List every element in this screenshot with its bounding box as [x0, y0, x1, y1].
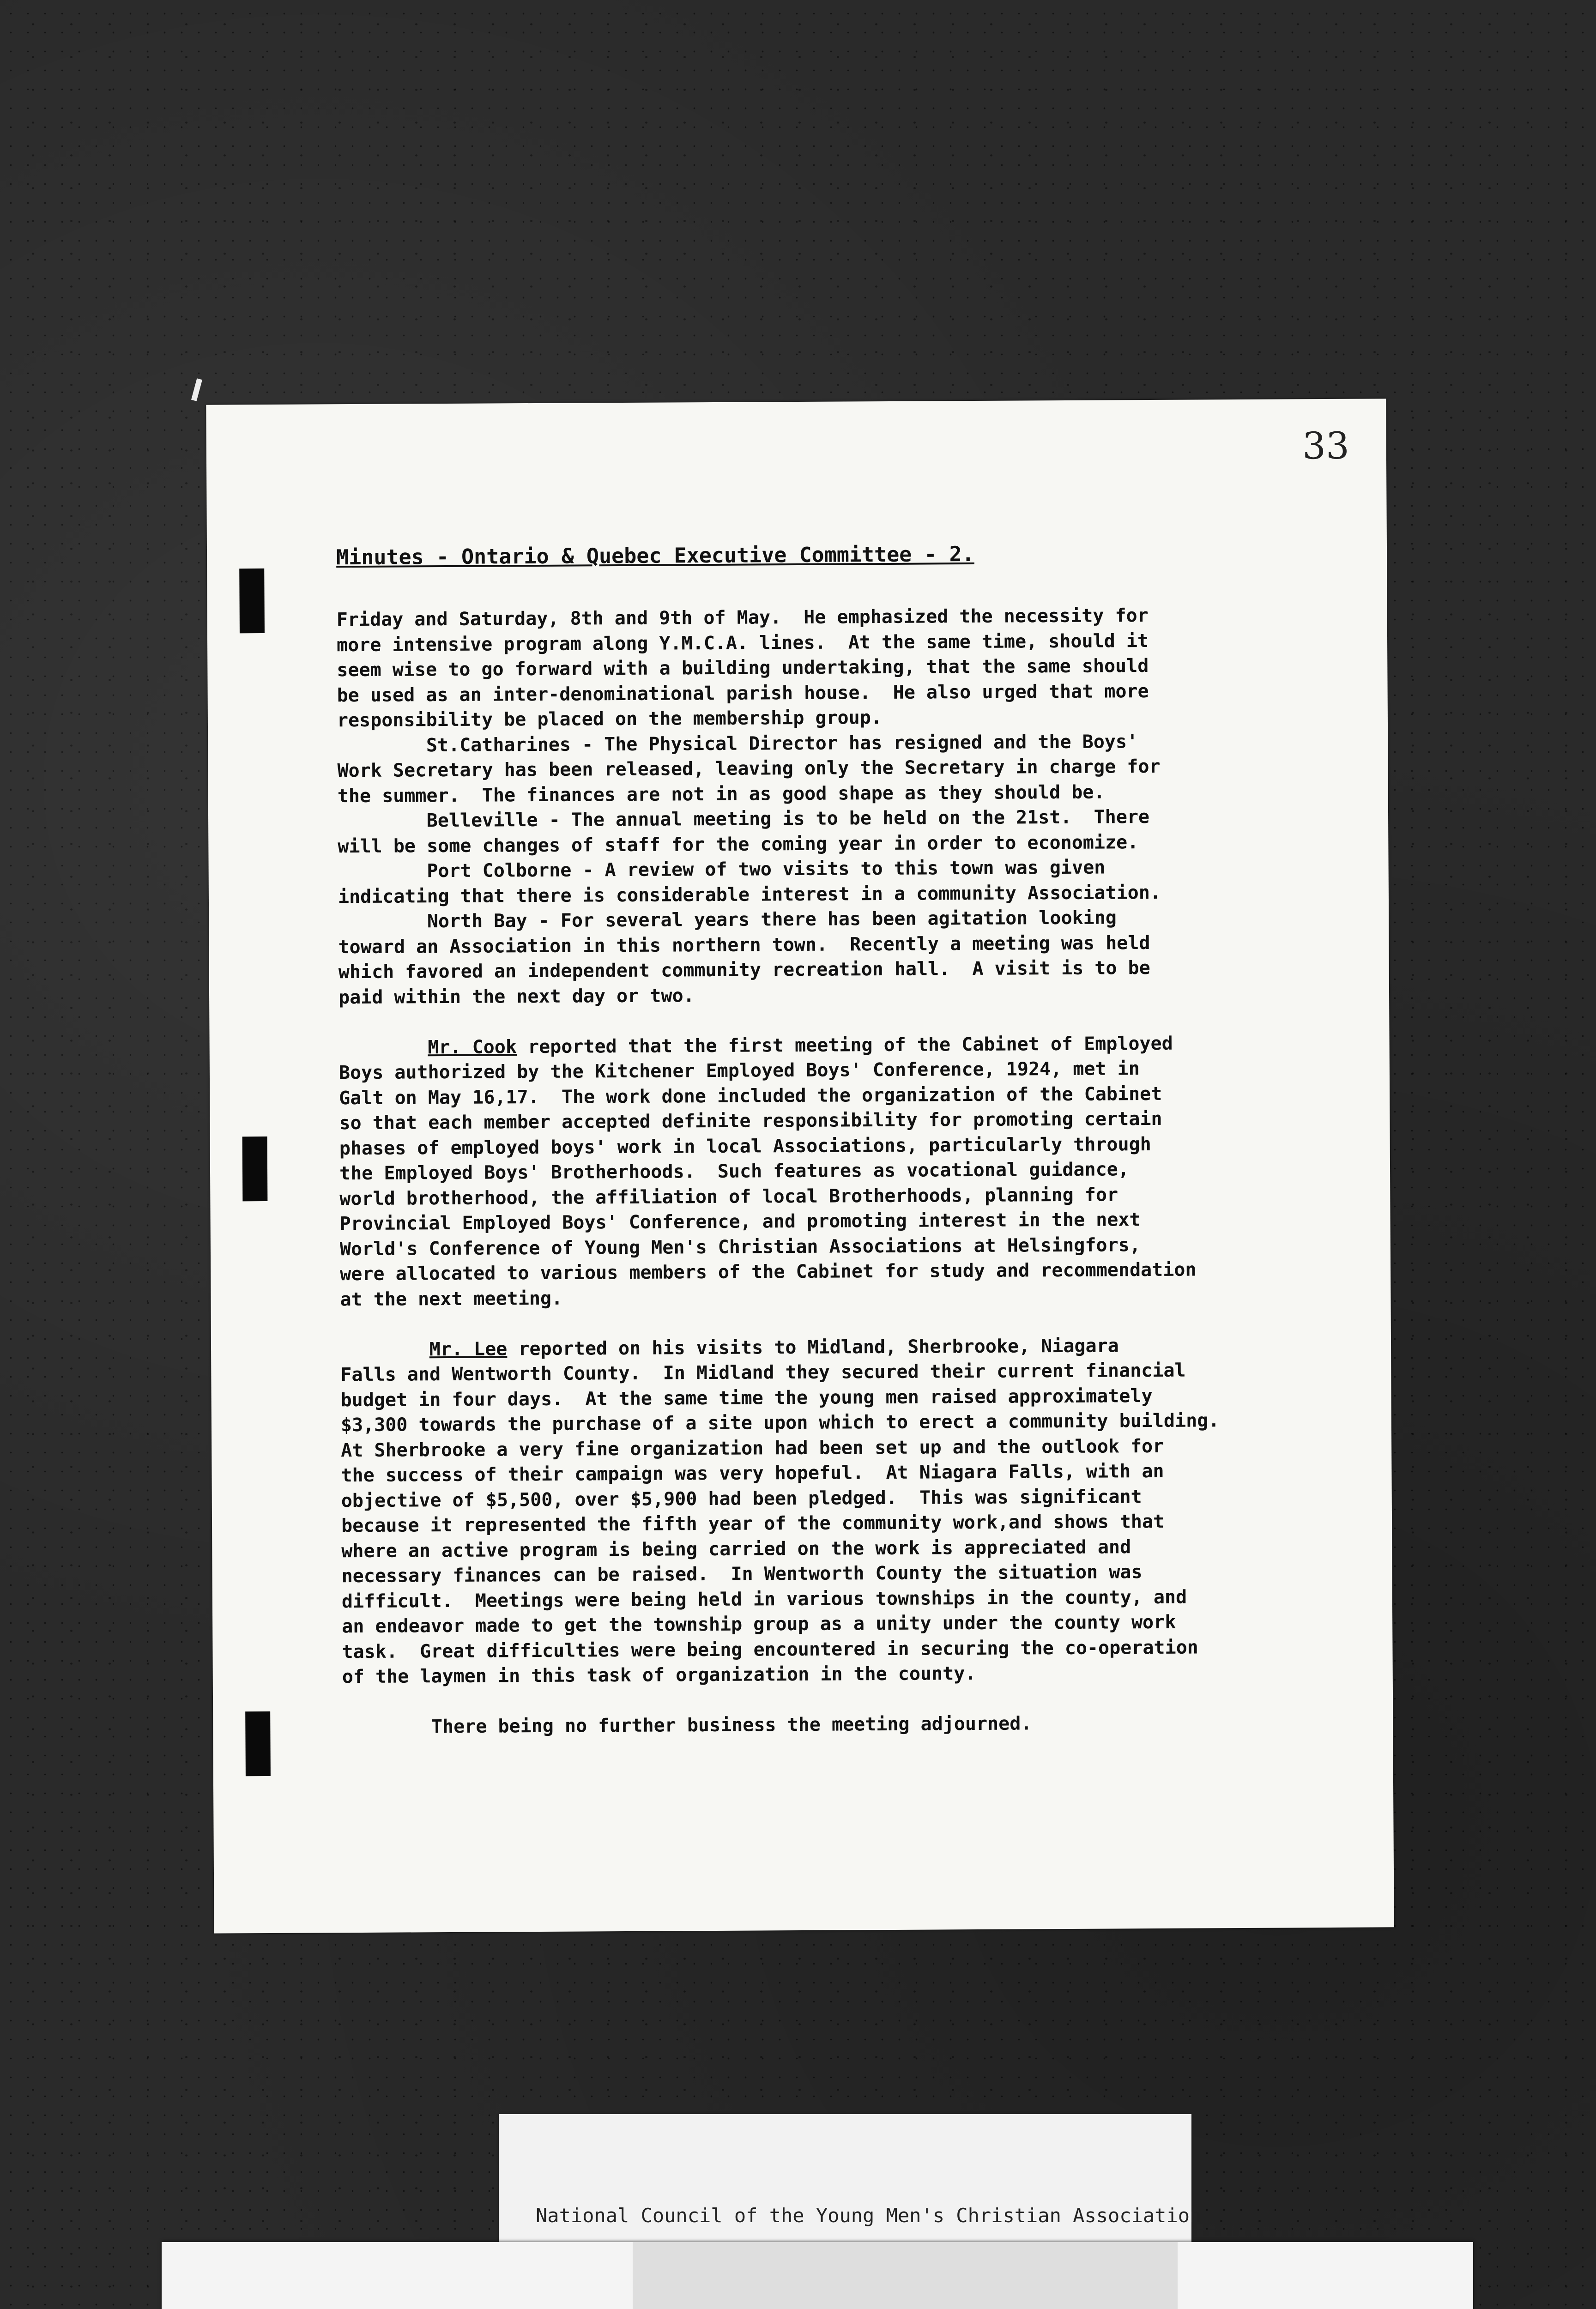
speaker-name: Mr. Cook — [428, 1036, 517, 1058]
text-line: responsibility be placed on the membership group. — [337, 707, 883, 731]
first-line-text: reported on his visits to Midland, Sherbrooke, Niagara — [507, 1335, 1119, 1360]
minutes-heading: Minutes - Ontario & Quebec Executive Committee - 2. — [336, 542, 974, 570]
text-line: task. Great difficulties were being encountered in securing the co-operation — [342, 1636, 1198, 1662]
text-line: the summer. The finances are not in as good shape as they should be. — [337, 781, 1105, 807]
text-line: North Bay - For several years there has been agitation looking — [338, 907, 1117, 933]
film-frame-mark — [191, 378, 202, 401]
text-line: be used as an inter-denominational parish house. He also urged that more — [337, 680, 1149, 706]
text-line: where an active program is being carried on the work is appreciated and — [341, 1536, 1131, 1562]
text-line: so that each member accepted definite responsibility for promoting certain — [339, 1108, 1162, 1134]
text-line: because it represented the fifth year of the community work,and shows that — [341, 1511, 1165, 1537]
paragraph-adjournment — [342, 1709, 1381, 1740]
archive-label-box — [162, 2242, 1473, 2309]
text-line: necessary finances can be raised. In Wentworth County the situation was — [341, 1561, 1143, 1587]
text-line: indicating that there is considerable interest in a community Association. — [338, 882, 1161, 907]
punch-hole-bottom — [245, 1711, 271, 1776]
text-line: paid within the next day or two. — [338, 985, 695, 1008]
text-line: Friday and Saturday, 8th and 9th of May. He emphasized the necessity for — [336, 605, 1149, 631]
text-line: St.Catharines - The Physical Director has resigned and the Boys' — [337, 731, 1138, 756]
first-line-text: reported that the first meeting of the Cabinet of Employed — [516, 1033, 1173, 1058]
card-line: National Council of the Young Men's Christian Association — [536, 2204, 1202, 2227]
text-line: Port Colborne - A review of two visits to this town was given — [338, 857, 1106, 882]
text-line: of the laymen in this task of organization in the county. — [342, 1663, 976, 1688]
paragraph-lee-report — [340, 1332, 1381, 1690]
text-line: at the next meeting. — [340, 1287, 563, 1310]
text-line: world brotherhood, the affiliation of local Brotherhoods, planning for — [339, 1184, 1118, 1209]
punch-hole-top — [239, 568, 265, 633]
text-line: which favored an independent community recreation hall. A visit is to be — [338, 957, 1150, 983]
text-line: Galt on May 16,17. The work done included the organization of the Cabinet — [339, 1083, 1162, 1109]
text-line: budget in four days. At the same time the young men raised approximately — [340, 1385, 1153, 1411]
text-line: will be some changes of staff for the coming year in order to economize. — [338, 831, 1139, 857]
text-line: phases of employed boys' work in local Associations, particularly through — [339, 1133, 1151, 1159]
text-line: toward an Association in this northern town. Recently a meeting was held — [338, 932, 1150, 958]
card-slot — [633, 2242, 1178, 2309]
text-line: seem wise to go forward with a building undertaking, that the same should — [337, 655, 1149, 681]
text-line: objective of $5,500, over $5,900 had been pledged. This was significant — [341, 1486, 1142, 1511]
text-line: more intensive program along Y.M.C.A. lines. At the same time, should it — [336, 630, 1149, 656]
text-line: $3,300 towards the purchase of a site upon which to erect a community building. — [340, 1410, 1220, 1436]
punch-hole-middle — [242, 1136, 268, 1201]
page-number: 33 — [1302, 424, 1350, 468]
text-line: World's Conference of Young Men's Christian Associations at Helsingfors, — [339, 1234, 1141, 1260]
text-line: the success of their campaign was very hopeful. At Niagara Falls, with an — [341, 1460, 1164, 1487]
paragraph-cook-report — [339, 1030, 1379, 1312]
text-line: There being no further business the meeting adjourned. — [342, 1713, 1032, 1738]
speaker-name: Mr. Lee — [429, 1338, 508, 1360]
text-line: Provincial Employed Boys' Conference, and promoting interest in the next — [339, 1209, 1141, 1235]
text-line: Work Secretary has been released, leaving only the Secretary in charge for — [337, 756, 1161, 782]
text-line: an endeavor made to get the township group as a unity under the county work — [342, 1611, 1176, 1638]
paragraph-regional-reports — [337, 602, 1378, 1010]
document-page — [206, 399, 1394, 1933]
text-line: Belleville - The annual meeting is to be held on the 21st. There — [337, 806, 1150, 832]
text-line: At Sherbrooke a very fine organization had been set up and the outlook for — [341, 1435, 1164, 1461]
text-line: Falls and Wentworth County. In Midland they secured their current financial — [340, 1360, 1186, 1386]
text-line: difficult. Meetings were being held in various townships in the county, and — [341, 1586, 1187, 1612]
text-line: the Employed Boys' Brotherhoods. Such features as vocational guidance, — [339, 1159, 1129, 1185]
minutes-body — [337, 602, 1382, 1740]
text-line: were allocated to various members of the Cabinet for study and recommendation — [340, 1259, 1197, 1285]
text-line: Boys authorized by the Kitchener Employed Boys' Conference, 1924, met in — [339, 1058, 1140, 1084]
